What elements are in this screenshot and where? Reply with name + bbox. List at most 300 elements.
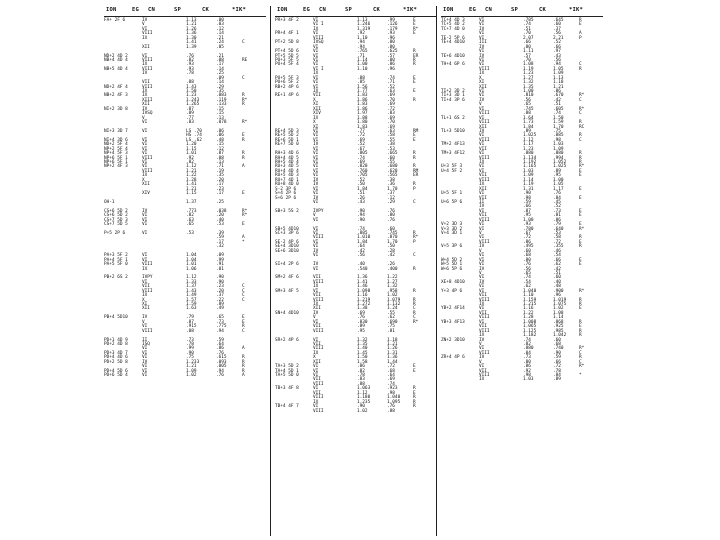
flag-cell: R* xyxy=(242,97,248,103)
crystal-radius-cell: 1.83 xyxy=(357,124,368,130)
coordination-cell: V xyxy=(479,270,482,276)
ionic-radius-cell: .90 xyxy=(216,275,224,281)
coordination-cell: VIII xyxy=(313,346,324,352)
header-ik: *IK* xyxy=(232,7,247,13)
coordination-cell: VI xyxy=(479,284,485,290)
ionic-radius-cell: .35 xyxy=(216,173,224,179)
crystal-radius-cell: 1.165 xyxy=(523,164,537,170)
ionic-radius-cell: .99 xyxy=(387,18,395,23)
crystal-radius-cell: .71 xyxy=(357,53,365,59)
ion-cell: TA+5 5D 0 xyxy=(275,373,299,378)
ion-cell: NP+4 5F 3 xyxy=(104,151,128,157)
coordination-cell: VI xyxy=(313,57,319,63)
ion-cell: CS+6 5D 2 xyxy=(104,208,128,214)
ionic-radius-cell: 1.70 xyxy=(387,239,398,245)
coordination-cell: VII xyxy=(142,284,150,290)
table-column-3 xyxy=(436,6,603,536)
ionic-radius-cell: .89 xyxy=(553,377,561,383)
coordination-cell: VI xyxy=(313,146,319,152)
flag-cell: E xyxy=(413,133,416,139)
coordination-cell: IV xyxy=(142,106,148,112)
crystal-radius-cell: 1.12 xyxy=(186,275,197,281)
flag-cell: C xyxy=(413,306,416,312)
coordination-cell: VI xyxy=(479,31,485,37)
crystal-radius-cell: 1.21 xyxy=(186,186,197,192)
crystal-radius-cell: .805 xyxy=(357,151,368,157)
crystal-radius-cell: 1.14 xyxy=(357,57,368,63)
ion-cell: YB+3 4F13 xyxy=(441,319,465,325)
ion-cell: RE+4 5D 3 xyxy=(275,128,299,134)
coordination-cell: XII xyxy=(313,306,321,312)
ionic-radius-cell: .65 xyxy=(216,315,224,321)
flag-cell: R xyxy=(242,155,245,161)
coordination-cell: VII xyxy=(313,390,321,396)
coordination-cell: X xyxy=(142,297,145,303)
coordination-cell: V xyxy=(479,341,482,347)
ionic-radius-cell: .923 xyxy=(387,386,398,392)
ionic-radius-cell: .13 xyxy=(216,160,224,165)
ionic-radius-cell: .36 xyxy=(387,182,395,188)
flag-cell: R xyxy=(579,18,582,23)
coordination-cell: VI xyxy=(313,288,319,294)
ionic-radius-cell: .84 xyxy=(553,373,561,378)
crystal-radius-cell: 1.14 xyxy=(523,177,534,183)
coordination-cell: VI xyxy=(142,53,148,59)
flag-cell: E xyxy=(413,80,416,86)
ion-cell: NI+4 3D 6 xyxy=(104,137,128,143)
coordination-cell: IV xyxy=(313,248,319,254)
ion-cell: V+3 3D 2 xyxy=(441,226,463,232)
ionic-radius-cell: .690 xyxy=(387,319,398,325)
ionic-radius-cell: .96 xyxy=(387,66,395,72)
crystal-radius-cell: 1.13 xyxy=(186,18,197,23)
ionic-radius-cell: .29 xyxy=(387,199,395,205)
flag-cell: RM xyxy=(413,128,419,134)
ionic-radius-cell: .94 xyxy=(216,328,224,334)
crystal-radius-cell: .86 xyxy=(523,239,531,245)
ionic-radius-cell: .38 xyxy=(387,142,395,148)
ion-cell: TE+4 4D10 xyxy=(441,40,465,46)
crystal-radius-cell: .76 xyxy=(523,262,531,268)
coordination-cell: VI xyxy=(313,128,319,134)
coordination-cell: IV xyxy=(142,208,148,214)
coordination-cell: VI xyxy=(479,49,485,55)
flag-cell: ER xyxy=(413,53,419,59)
crystal-radius-cell: 1.83 xyxy=(357,102,368,108)
ion-cell: W+4 5D 2 xyxy=(441,257,463,263)
coordination-cell: XIV xyxy=(142,191,150,197)
crystal-radius-cell: .82 xyxy=(186,57,194,63)
crystal-radius-cell: .26 xyxy=(357,195,365,201)
ionic-radius-cell: .42 xyxy=(387,253,395,259)
crystal-radius-cell: 1.19 xyxy=(523,182,534,188)
ionic-radius-cell: .63 xyxy=(387,128,395,134)
coordination-cell: VI xyxy=(479,222,485,228)
coordination-cell: XII xyxy=(313,106,321,112)
crystal-radius-cell: 1.46 xyxy=(357,284,368,290)
coordination-cell: VIII xyxy=(479,350,490,356)
crystal-radius-cell: .89 xyxy=(186,111,194,117)
crystal-radius-cell: .53 xyxy=(186,231,194,236)
ionic-radius-cell: .76 xyxy=(387,404,395,410)
coordination-cell: XII xyxy=(142,182,150,188)
flag-cell: R* xyxy=(579,93,585,99)
crystal-radius-cell: .94 xyxy=(357,40,365,46)
ion-cell: PA+4 5F 1 xyxy=(104,257,128,263)
coordination-cell: IX xyxy=(479,160,485,165)
coordination-cell: VI xyxy=(142,26,148,32)
coordination-cell: VI xyxy=(142,324,148,330)
ion-cell: PB+2 6S 2 xyxy=(104,275,128,281)
header-sp: SP xyxy=(511,7,519,13)
crystal-radius-cell: .92 xyxy=(186,155,194,161)
flag-cell: C xyxy=(413,199,416,205)
ionic-radius-cell: .37 xyxy=(216,293,224,299)
ionic-radius-cell: .37 xyxy=(553,26,561,32)
ionic-radius-cell: .75 xyxy=(387,324,395,330)
ionic-radius-cell: .50 xyxy=(387,244,395,250)
flag-cell: E xyxy=(579,195,582,201)
crystal-radius-cell: .87 xyxy=(186,319,194,325)
coordination-cell: II xyxy=(142,337,148,343)
coordination-cell: VI xyxy=(313,173,319,179)
ion-cell: PD+1 4D 9 xyxy=(104,337,128,343)
crystal-radius-cell: 1.50 xyxy=(186,89,197,94)
crystal-radius-cell: .89 xyxy=(357,324,365,330)
coordination-cell: XI xyxy=(479,80,485,86)
flag-cell: C xyxy=(242,293,245,299)
crystal-radius-cell: 1.64 xyxy=(523,115,534,121)
crystal-radius-cell: .62 xyxy=(523,284,531,290)
ion-cell: SB+5 4D10 xyxy=(275,226,299,232)
ionic-radius-cell: .25 xyxy=(216,71,224,77)
crystal-radius-cell: .51 xyxy=(523,26,531,32)
ionic-radius-cell: .17 xyxy=(216,62,224,68)
ion-cell: TI+4 3P 6 xyxy=(441,97,465,103)
crystal-radius-cell: 1.15 xyxy=(186,146,197,152)
ionic-radius-cell: .23 xyxy=(216,186,224,192)
ion-cell: TC+7 4D 0 xyxy=(441,26,465,32)
flag-cell: C xyxy=(413,315,416,321)
flag-cell: R* xyxy=(413,26,419,32)
ion-cell: TL+3 5D10 xyxy=(441,128,465,134)
ionic-radius-cell: .86 xyxy=(216,346,224,352)
coordination-cell: VII xyxy=(479,195,487,201)
coordination-cell: VI xyxy=(479,306,485,312)
ion-cell: RU+3 4D 5 xyxy=(275,164,299,170)
crystal-radius-cell: .82 xyxy=(357,368,365,374)
ionic-radius-cell: .775 xyxy=(216,324,227,330)
crystal-radius-cell: .93 xyxy=(186,62,194,68)
ionic-radius-cell: .69 xyxy=(387,377,395,383)
coordination-cell: VII xyxy=(479,324,487,330)
ionic-radius-cell: .56 xyxy=(553,31,561,37)
ionic-radius-cell: 1.019 xyxy=(553,297,567,303)
coordination-cell: VI xyxy=(142,350,148,356)
crystal-radius-cell: .78 xyxy=(186,341,194,347)
ionic-radius-cell: .12 xyxy=(216,26,224,32)
flag-cell: R* xyxy=(579,226,585,232)
coordination-cell: VIII xyxy=(479,217,490,223)
flag-cell: R xyxy=(413,310,416,316)
ionic-radius-cell: 2.21 xyxy=(553,35,564,41)
ionic-radius-cell: .96 xyxy=(553,293,561,299)
flag-cell: C xyxy=(579,350,582,356)
flag-cell: E xyxy=(242,319,245,325)
crystal-radius-cell: .67 xyxy=(523,231,531,236)
flag-cell: E xyxy=(242,222,245,228)
ionic-radius-cell: .68 xyxy=(387,368,395,374)
crystal-radius-cell: .705 xyxy=(357,173,368,179)
crystal-radius-cell: .54 xyxy=(523,279,531,285)
crystal-radius-cell: 1.272 xyxy=(357,302,371,307)
coordination-cell: VIII xyxy=(479,315,490,321)
coordination-cell: IV xyxy=(313,262,319,268)
crystal-radius-cell: .93 xyxy=(186,66,194,72)
flag-cell: E xyxy=(579,173,582,179)
coordination-cell: VI xyxy=(313,186,319,192)
ionic-radius-cell: .745 xyxy=(387,231,398,236)
crystal-radius-cell: 1.23 xyxy=(186,93,197,99)
flag-cell: R xyxy=(579,160,582,165)
crystal-radius-cell: .04 xyxy=(523,350,531,356)
ionic-radius-cell: .870 xyxy=(387,235,398,241)
ion-cell: TA+4 5D 1 xyxy=(275,368,299,374)
ionic-radius-cell: .66 xyxy=(553,257,561,263)
ionic-radius-cell: .73 xyxy=(553,208,561,214)
ionic-radius-cell: .083 xyxy=(216,93,227,99)
crystal-radius-cell: 2.07 xyxy=(523,35,534,41)
crystal-radius-cell: 1.182 xyxy=(523,333,537,339)
coordination-cell: VI xyxy=(479,142,485,148)
flag-cell: E xyxy=(579,306,582,312)
coordination-cell: VI xyxy=(479,35,485,41)
table-column-2 xyxy=(270,6,437,536)
ion-cell: NP+2 5F 4 xyxy=(104,146,128,152)
ionic-radius-cell: .69 xyxy=(387,102,395,108)
ionic-radius-cell: .12 xyxy=(216,146,224,152)
ion-cell: TE+6 4D10 xyxy=(441,53,465,59)
ion-cell: U+5 5F 1 xyxy=(441,191,463,197)
ionic-radius-cell: .76 xyxy=(553,191,561,197)
coordination-cell: X xyxy=(479,75,482,81)
flag-cell: E xyxy=(413,368,416,374)
ionic-radius-cell: 1.079 xyxy=(387,297,401,303)
ionic-radius-cell: .355 xyxy=(553,244,564,250)
flag-cell: E xyxy=(413,364,416,370)
crystal-radius-cell: .74 xyxy=(357,155,365,161)
ionic-radius-cell: .20 xyxy=(216,288,224,294)
flag-cell: E xyxy=(242,133,245,139)
flag-cell: R xyxy=(579,133,582,139)
coordination-cell: X xyxy=(313,355,316,361)
crystal-radius-cell: .56 xyxy=(523,97,531,103)
coordination-cell: VIII xyxy=(142,288,153,294)
coordination-cell: VIII xyxy=(479,120,490,126)
coordination-cell: XIII xyxy=(142,97,153,103)
crystal-radius-cell: .87 xyxy=(186,106,194,112)
ionic-radius-cell: .55 xyxy=(387,310,395,316)
coordination-cell: VIII xyxy=(313,297,324,303)
crystal-radius-cell: 1.192 xyxy=(523,160,537,165)
crystal-radius-cell: 1.08 xyxy=(523,62,534,68)
coordination-cell: IX xyxy=(313,284,319,290)
ionic-radius-cell: 1.44 xyxy=(387,359,398,365)
ionic-radius-cell: .20 xyxy=(216,213,224,219)
ionic-radius-cell: 1.095 xyxy=(387,399,401,405)
ionic-radius-cell: .53 xyxy=(216,222,224,228)
flag-cell: R xyxy=(413,151,416,157)
crystal-radius-cell: .78 xyxy=(357,373,365,378)
flag-cell: R xyxy=(413,266,416,272)
ionic-radius-cell: .72 xyxy=(387,364,395,370)
ionic-radius-cell: .75 xyxy=(553,128,561,134)
flag-cell: R* xyxy=(242,208,248,214)
crystal-radius-cell: 1.43 xyxy=(186,288,197,294)
crystal-radius-cell: 1.01 xyxy=(186,151,197,157)
coordination-cell: VI xyxy=(479,208,485,214)
crystal-radius-cell: .56 xyxy=(523,266,531,272)
ion-cell: CS+7 5D 5 xyxy=(104,222,128,228)
crystal-radius-cell: 1.03 xyxy=(523,168,534,174)
coordination-cell: IV xyxy=(479,266,485,272)
ionic-radius-cell: .23 xyxy=(216,284,224,290)
ionic-radius-cell: 1.70 xyxy=(387,186,398,192)
ion-cell: PA+3 5F 2 xyxy=(104,253,128,259)
crystal-radius-cell: .83 xyxy=(357,377,365,383)
flag-cell: ER xyxy=(413,173,419,179)
ionic-radius-cell: .37 xyxy=(387,191,395,197)
coordination-cell: VI xyxy=(313,44,319,50)
flag-cell: R xyxy=(413,182,416,188)
coordination-cell: IX xyxy=(142,266,148,272)
header-cn: CN xyxy=(319,7,327,13)
coordination-cell: II xyxy=(479,199,485,205)
ionic-radius-cell: .81 xyxy=(553,213,561,219)
header-sp: SP xyxy=(174,7,182,13)
coordination-cell: VI xyxy=(479,346,485,352)
coordination-cell: VI xyxy=(313,266,319,272)
ionic-radius-cell: 1.18 xyxy=(553,80,564,86)
crystal-radius-cell: .95 xyxy=(523,213,531,219)
ionic-radius-cell: 1.26 xyxy=(387,346,398,352)
ionic-radius-cell: .15 xyxy=(216,111,224,117)
coordination-cell: XII xyxy=(142,44,150,50)
ion-cell: PA+5 5F 0 xyxy=(104,262,128,268)
ionic-radius-cell: .093 xyxy=(216,359,227,365)
ion-cell: PD+6 5D 4 xyxy=(104,373,128,378)
coordination-cell: XI xyxy=(313,102,319,108)
ionic-radius-cell: .68 xyxy=(553,341,561,347)
coordination-cell: VI xyxy=(313,319,319,325)
crystal-radius-cell: .70 xyxy=(523,57,531,63)
crystal-radius-cell: .745 xyxy=(523,106,534,112)
ionic-radius-cell: .99 xyxy=(216,257,224,263)
crystal-radius-cell: .773 xyxy=(186,208,197,214)
crystal-radius-cell: .74 xyxy=(523,275,531,281)
coordination-cell: XIV xyxy=(313,111,321,117)
ion-cell: SE+4 3D10 xyxy=(275,244,299,250)
flag-cell: E xyxy=(413,137,416,143)
coordination-cell: VI xyxy=(313,217,319,223)
coordination-cell: VIII xyxy=(313,328,324,334)
ionic-radius-cell: .880 xyxy=(553,151,564,157)
flag-cell: C xyxy=(413,253,416,259)
ion-cell: SE-2 4P 6 xyxy=(275,239,299,245)
flag-cell: E xyxy=(413,390,416,396)
coordination-cell: VIII xyxy=(142,262,153,268)
crystal-radius-cell: .42 xyxy=(357,248,365,254)
crystal-radius-cell: .63 xyxy=(186,217,194,223)
coordination-cell: IV xyxy=(479,53,485,59)
crystal-radius-cell: .76 xyxy=(357,315,365,321)
coordination-cell: IV xyxy=(313,177,319,183)
crystal-radius-cell: .72 xyxy=(357,133,365,139)
flag-cell: R* xyxy=(413,235,419,241)
ion-cell: PD+2 4D 8 xyxy=(104,341,128,347)
ion-cell: S+4 2P 6 xyxy=(275,191,297,197)
coordination-cell: XII xyxy=(479,84,487,90)
coordination-cell: VI xyxy=(313,231,319,236)
crystal-radius-cell: .95 xyxy=(357,328,365,334)
crystal-radius-cell: 1.010 xyxy=(357,235,371,241)
coordination-cell: IX xyxy=(142,35,148,41)
crystal-radius-cell: 1.02 xyxy=(357,408,368,414)
ionic-radius-cell: .625 xyxy=(387,49,398,55)
ionic-radius-cell: .45 xyxy=(553,199,561,205)
ionic-radius-cell: .88 xyxy=(387,408,395,414)
crystal-radius-cell: 1.12 xyxy=(523,137,534,143)
coordination-cell: VII xyxy=(479,213,487,219)
column-header xyxy=(441,6,603,17)
ion-cell: OH-1 xyxy=(104,199,115,205)
ion-cell: ND+2 4F 4 xyxy=(104,84,128,90)
ionic-radius-cell: .03 xyxy=(216,22,224,28)
flag-cell: R xyxy=(413,231,416,236)
ionic-radius-cell: 1.27 xyxy=(387,279,398,285)
flag-cell: C xyxy=(242,75,245,81)
header-ik: *IK* xyxy=(403,7,418,13)
crystal-radius-cell: .86 xyxy=(523,364,531,370)
crystal-radius-cell: .82 xyxy=(186,213,194,219)
ionic-radius-cell: .09 xyxy=(216,253,224,259)
flag-cell: R xyxy=(413,404,416,410)
crystal-radius-cell: 1.80 xyxy=(357,120,368,126)
ion-cell: SE+6 3D10 xyxy=(275,248,299,254)
flag-cell: C xyxy=(579,111,582,117)
crystal-radius-cell: 1.215 xyxy=(523,302,537,307)
coordination-cell: VI xyxy=(479,257,485,263)
flag-cell: P xyxy=(579,35,582,41)
crystal-radius-cell: .80 xyxy=(523,44,531,50)
coordination-cell: VI I xyxy=(313,66,324,72)
ionic-radius-cell: .17 xyxy=(216,182,224,188)
ion-cell: FA+ 2F 6 xyxy=(104,18,126,23)
flag-cell: R xyxy=(242,137,245,143)
coordination-cell: VII xyxy=(479,146,487,152)
crystal-radius-cell: 1.265 xyxy=(186,102,200,108)
ionic-radius-cell: .08 xyxy=(216,155,224,161)
coordination-cell: VI xyxy=(479,253,485,259)
ionic-radius-cell: .06 xyxy=(216,128,224,134)
ionic-radius-cell: .126 xyxy=(387,22,398,28)
crystal-radius-cell: .92 xyxy=(357,31,365,37)
coordination-cell: VIII xyxy=(142,155,153,161)
ionic-radius-cell: .51 xyxy=(553,102,561,108)
table-row xyxy=(275,410,437,414)
coordination-cell: IX xyxy=(142,93,148,99)
coordination-cell: IV xyxy=(142,71,148,77)
